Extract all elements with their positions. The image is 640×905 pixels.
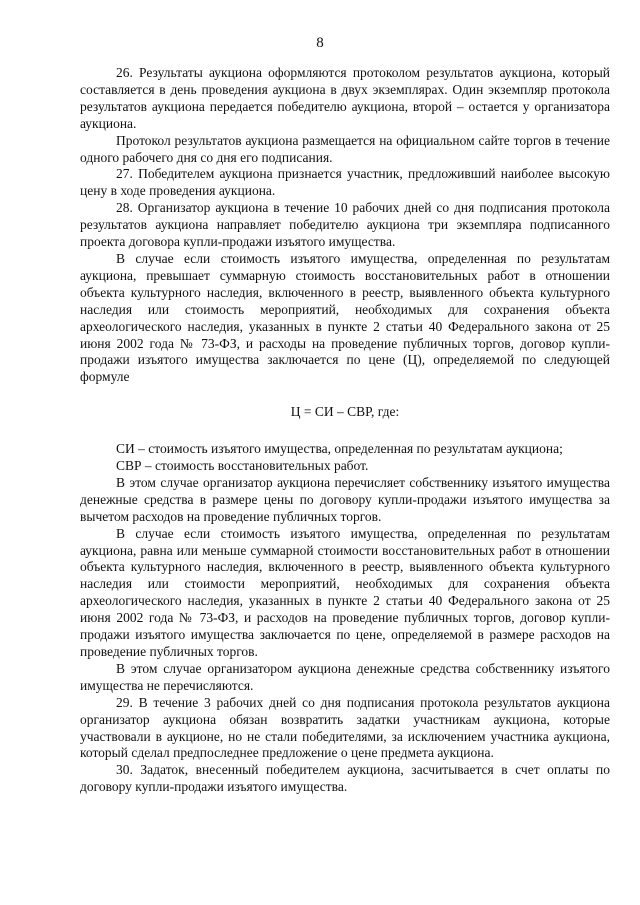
definition-si: СИ – стоимость изъятого имущества, определенная по результатам аукциона;	[116, 441, 563, 457]
paragraph-price-exceeds: В случае если стоимость изъятого имущества, определенная по результатам аукциона, превышает суммарную стоимость восстановительных работ в отношении объекта культурного наследия, включенного в реестр, выявленного объекта культурного наследия или стоимость мероприятий, необходимых для сохранения объекта археологического наследия, указанных в пункте 2 статьи 40 Федерального закона от 25 июня 2002 года № 73-ФЗ, и расходы на проведение публичных торгов, договор купли-продажи изъятого имущества заключается по цене (Ц), определяемой по следующей формуле	[80, 250, 610, 385]
paragraph-price-less-or-equal: В случае если стоимость изъятого имущества, определенная по результатам аукциона, равна или меньше суммарной стоимости восстановительных работ в отношении объекта культурного наследия, включенного в реестр, выявленного объекта культурного наследия или стоимости мероприятий, необходимых для сохранения объекта археологического наследия, указанных в пункте 2 статьи 40 Федерального закона от 25 июня 2002 года № 73-ФЗ, и расходов на проведение публичных торгов, договор купли-продажи изъятого имущества заключается по цене, определяемой в размере расходов на проведение публичных торгов.	[80, 525, 610, 659]
paragraph-26: 26. Результаты аукциона оформляются протоколом результатов аукциона, который составляется в день проведения аукциона в двух экземплярах. Один экземпляр протокола результатов аукциона передается победителю аукциона, второй – остается у организатора аукциона.	[80, 65, 610, 131]
paragraph-protocol-publication: Протокол результатов аукциона размещается на официальном сайте торгов в течение одного рабочего дня со дня его подписания.	[80, 132, 610, 165]
definition-svr: СВР – стоимость восстановительных работ.	[116, 458, 369, 474]
document-body	[80, 65, 610, 796]
paragraph-28: 28. Организатор аукциона в течение 10 рабочих дней со дня подписания протокола результатов аукциона направляет победителю аукциона три экземпляра подписанного проекта договора купли-продажи изъятого имущества.	[80, 200, 610, 250]
price-formula: Ц = СИ – СВР, где:	[290, 404, 400, 420]
page-number: 8	[316, 35, 324, 51]
paragraph-30: 30. Задаток, внесенный победителем аукциона, засчитывается в счет оплаты по договору купли-продажи изъятого имущества.	[80, 762, 610, 795]
paragraph-29: 29. В течение 3 рабочих дней со дня подписания протокола результатов аукциона организатор аукциона обязан возвратить задатки участникам аукциона, которые участвовали в аукционе, но не стали победителями, за исключением участника аукциона, который сделал предпоследнее предложение о цене предмета аукциона.	[80, 694, 610, 761]
paragraph-transfer-funds: В этом случае организатор аукциона перечисляет собственнику изъятого имущества денежные средства в размере цены по договору купли-продажи изъятого имущества за вычетом расходов на проведение публичных торгов.	[80, 474, 610, 524]
paragraph-27: 27. Победителем аукциона признается участник, предложивший наиболее высокую цену в ходе проведения аукциона.	[80, 166, 610, 199]
paragraph-no-transfer: В этом случае организатором аукциона денежные средства собственнику изъятого имущества не перечисляются.	[80, 660, 610, 693]
